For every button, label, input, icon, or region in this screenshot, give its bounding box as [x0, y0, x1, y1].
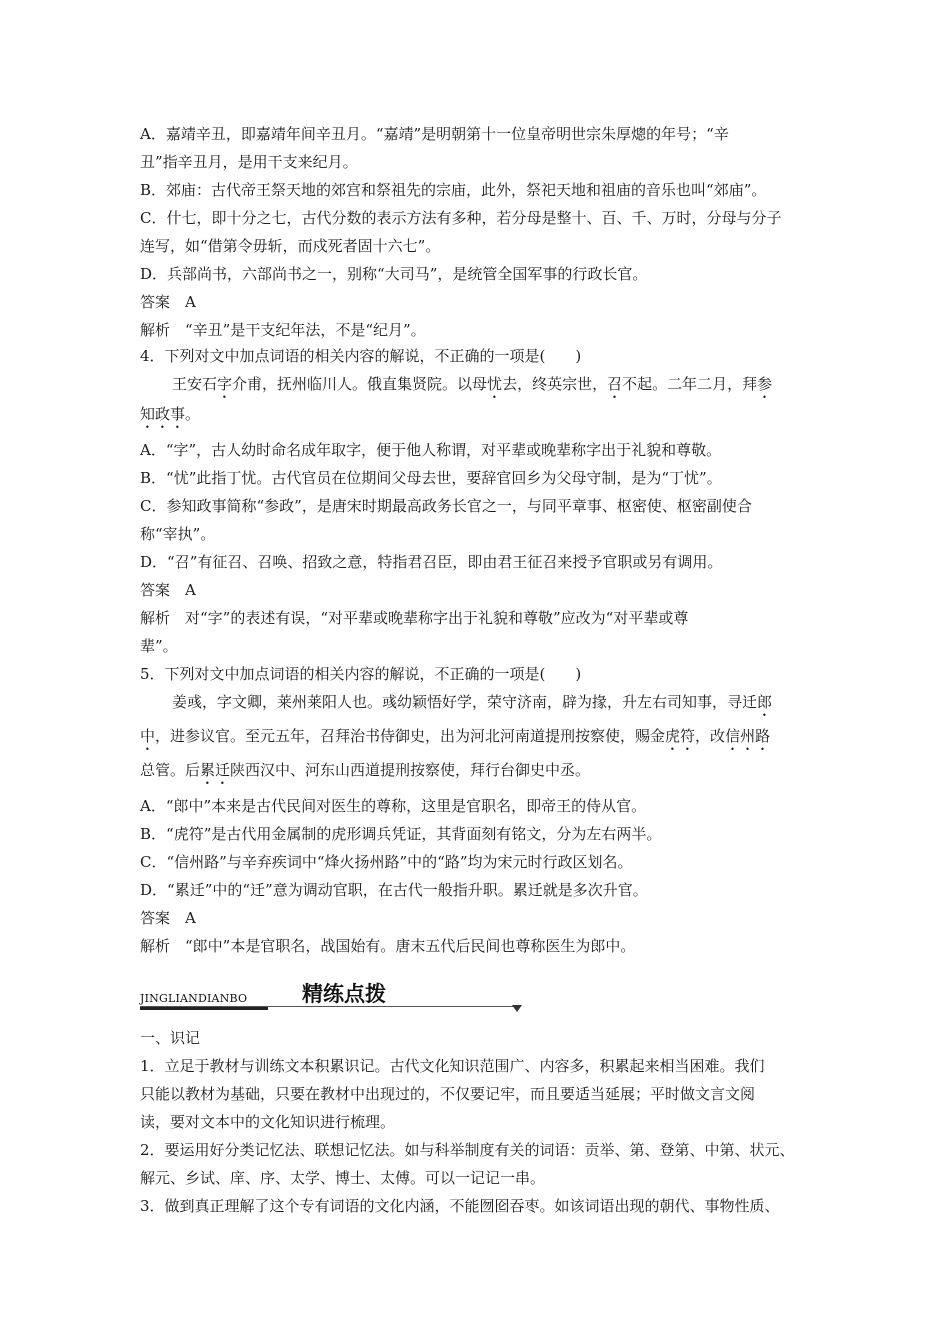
- triangle-marker-icon: [512, 1005, 522, 1012]
- q5-dotted-word-hufu: 虎符: [665, 727, 696, 745]
- q4-option-d: D．“召”有征召、召唤、招致之意，特指君召臣，即由君王征召来授予官职或另有调用。: [140, 553, 723, 571]
- q5-passage-text: ，进参议官。至元五年，召拜治书侍御史，出为河北河南道提刑按察使，赐金: [155, 727, 666, 745]
- q4-option-a: A．“字”，古人幼时命名成年取字，便于他人称谓，对平辈或晚辈称字出于礼貌和尊敬。: [140, 441, 722, 459]
- q5-dotted-word-leiqian: 累迁: [200, 761, 231, 779]
- q4-dotted-word-zhizhengshi: 知政事: [140, 405, 186, 423]
- q3-option-c-line2: 连写，如“借第令毋斩，而戍死者固十六七”。: [140, 237, 441, 255]
- section-header: [140, 976, 522, 1012]
- q4-passage-text: 介甫，抚州临川人。俄直集贤院。以母: [232, 375, 488, 393]
- q5-passage-text: 陕西汉中、河东山西道提刑按察使，拜行台御史中丞。: [230, 761, 591, 779]
- q5-passage-text: 总管。后: [140, 761, 201, 779]
- q4-option-b: B．“忧”此指丁忧。古代官员在位期间父母去世，要辞官回乡为父母守制，是为“丁忧”。: [140, 469, 722, 487]
- q4-analysis-line1: 解析 对“字”的表述有误，“对平辈或晚辈称字出于礼貌和尊敬”应改为“对平辈或尊: [140, 609, 689, 627]
- tips-p1-line1: 1．立足于教材与训练文本积累识记。古代文化知识范围广、内容多，积累起来相当困难。我们: [140, 1057, 765, 1075]
- section-header-english: JINGLIANDIANBO: [140, 992, 248, 1005]
- q5-passage-text: 姜彧，字文卿，莱州莱阳人也。彧幼颖悟好学，荣守济南，辟为掾，升左右司知事，寻迁: [172, 693, 758, 711]
- q5-answer: 答案 A: [140, 909, 196, 927]
- tips-p3-line1: 3．做到真正理解了这个专有词语的文化内涵，不能囫囵吞枣。如该词语出现的朝代、事物性质、: [140, 1197, 780, 1215]
- q5-analysis: 解析 “郎中”本是官职名，战国始有。唐末五代后民间也尊称医生为郎中。: [140, 937, 636, 955]
- tips-p2-line1: 2．要运用好分类记忆法、联想记忆法。如与科举制度有关的词语：贡举、第、登第、中第、状元、: [140, 1141, 795, 1159]
- q5-option-a: A．“郎中”本来是古代民间对医生的尊称，这里是官职名，即帝王的侍从官。: [140, 797, 647, 815]
- tips-p1-line2: 只能以教材为基础，只要在教材中出现过的，不仅要记牢，而且要适当延展；平时做文言文阅: [140, 1085, 756, 1103]
- q4-passage-line2: [140, 404, 200, 432]
- q3-option-a-line1: A．嘉靖辛丑，即嘉靖年间辛丑月。“嘉靖”是明朝第十一位皇帝明世宗朱厚熜的年号；“辛: [140, 125, 729, 143]
- q4-passage-text: 王安石: [172, 375, 218, 393]
- q4-dotted-word-zi: 字: [217, 375, 233, 393]
- q5-passage-line2: [140, 726, 770, 754]
- q3-option-a-line2: 丑”指辛丑月，是用干支来纪月。: [140, 153, 358, 171]
- tips-p1-line3: 读，要对文本中的文化知识进行梳理。: [140, 1113, 396, 1131]
- section-underline: [140, 1007, 268, 1010]
- q5-passage-line3: [140, 760, 590, 788]
- q3-analysis: 解析 “辛丑”是干支纪年法，不是“纪月”。: [140, 321, 426, 339]
- tips-p2-line2: 解元、乡试、庠、序、太学、博士、太傅。可以一记记一串。: [140, 1169, 546, 1187]
- q4-passage-line1: [172, 374, 772, 402]
- q5-option-b: B．“虎符”是古代用金属制的虎形调兵凭证，其背面刻有铭文，分为左右两半。: [140, 825, 662, 843]
- q4-question: 4．下列对文中加点词语的相关内容的解说，不正确的一项是( ): [140, 347, 582, 365]
- q4-option-c-line1: C．参知政事简称“参政”，是唐宋时期最高政务长官之一，与同平章事、枢密使、枢密副使合: [140, 497, 752, 515]
- q4-analysis-line2: 辈”。: [140, 637, 178, 655]
- q4-passage-text: 去，终英宗世，: [502, 375, 608, 393]
- q4-answer: 答案 A: [140, 581, 196, 599]
- section-header-chinese: 精练点拨: [302, 982, 386, 1006]
- q5-passage-line1: [172, 692, 772, 720]
- q5-dotted-word-lang: 郎: [757, 693, 773, 711]
- q3-option-b: B．郊庙：古代帝王祭天地的郊宫和祭祖先的宗庙，此外，祭祀天地和祖庙的音乐也叫“郊庙”。: [140, 181, 767, 199]
- q4-option-c-line2: 称“宰执”。: [140, 525, 216, 543]
- q5-option-d: D．“累迁”中的“迁”意为调动官职，在古代一般指升职。累迁就是多次升官。: [140, 881, 648, 899]
- q4-dotted-word-you: 忧: [487, 375, 503, 393]
- q5-dotted-word-zhong: 中: [140, 727, 156, 745]
- q5-question: 5．下列对文中加点词语的相关内容的解说，不正确的一项是( ): [140, 665, 582, 683]
- q3-answer: 答案 A: [140, 293, 196, 311]
- tips-heading: 一、识记: [140, 1029, 201, 1047]
- q3-option-c-line1: C．什七，即十分之七，古代分数的表示方法有多种，若分母是整十、百、千、万时，分母与分子: [140, 209, 782, 227]
- q4-dotted-word-zhao: 召: [607, 375, 623, 393]
- q4-dotted-word-can: 参: [757, 375, 773, 393]
- q4-passage-text: 。: [185, 405, 201, 423]
- q4-passage-text: 不起。二年二月，拜: [622, 375, 758, 393]
- q5-passage-text: ，改: [695, 727, 726, 745]
- q5-dotted-word-xinzhoulu: 信州路: [725, 727, 771, 745]
- q5-option-c: C．“信州路”与辛弃疾词中“烽火扬州路”中的“路”均为宋元时行政区划名。: [140, 853, 633, 871]
- q3-option-d: D．兵部尚书，六部尚书之一，别称“大司马”，是统管全国军事的行政长官。: [140, 265, 648, 283]
